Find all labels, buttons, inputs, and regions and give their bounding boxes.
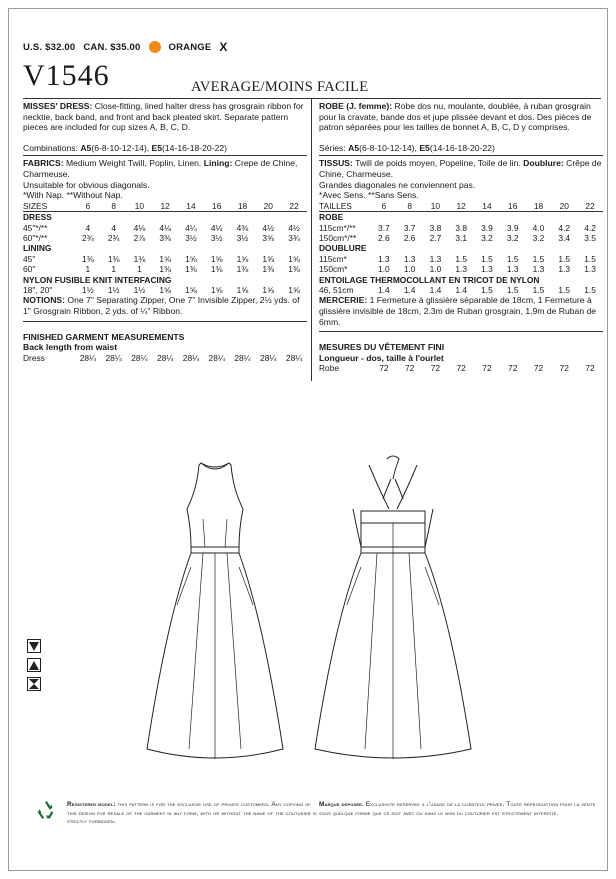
fabrics-line-fr: TISSUS: Twill de poids moyen, Popeline, Toile de lin. Doublure: Crêpe de Chine, Charmeuse. — [319, 158, 602, 179]
interfacing-yardage-row: 46, 51cm 1.4 1.4 1.4 1.4 1.5 1.5 1.5 1.5 1.5 — [319, 285, 596, 295]
finished-length-row: Dress 28¼ 28¼ 28¼ 28¼ 28¼ 28¼ 28¼ 28¼ 28¼ — [23, 352, 303, 363]
finished-measurements-title: FINISHED GARMENT MEASUREMENTS — [23, 331, 185, 342]
finished-measurements-table-fr — [319, 363, 603, 373]
triangle-down-icon — [27, 639, 41, 653]
orange-dot-icon — [149, 41, 161, 53]
recycle-icon — [35, 799, 57, 821]
notions-text: NOTIONS: One 7" Separating Zipper, One 7" Invisible Zipper, 2½ yds. of 1" Grosgrain Ribbon, 2 yds. of ¼" Ribbon. — [23, 295, 300, 316]
dress-yardage-row: 45"*/** 4 4 4⅛ 4⅛ 4¼ 4¼ 4⅜ 4½ 4½ — [23, 222, 300, 233]
french-column — [319, 101, 603, 374]
combinations-line-fr: Séries: A5(6-8-10-12-14), E5(14-16-18-20-22) — [319, 142, 495, 153]
dress-back-drawing — [315, 456, 471, 759]
notions-text-fr: MERCERIE: 1 Fermeture à glissière séparable de 18cm, 1 Fermeture à glissière invisible de 18cm, 2.3m de Ruban grosgrain, 1.9m de Ruban de 6mm. — [319, 295, 597, 327]
english-column — [23, 101, 307, 363]
nap-note: *With Nap. **Without Nap. — [23, 190, 123, 201]
dress-yardage-row: 115cm*/** 3.7 3.7 3.8 3.8 3.9 3.9 4.0 4.2 4.2 — [319, 222, 596, 233]
technical-drawings — [139, 449, 479, 809]
fabrics-line: FABRICS: Medium Weight Twill, Poplin, Linen. Lining: Crepe de Chine, Charmeuse. — [23, 158, 298, 179]
lining-yardage-row: 115cm* 1.3 1.3 1.3 1.5 1.5 1.5 1.5 1.5 1.5 — [319, 253, 596, 264]
lining-section-label: DOUBLURE — [319, 243, 367, 254]
sizes-header-row: SIZES 6 8 10 12 14 16 18 20 22 — [23, 201, 307, 212]
dress-section-label: ROBE — [319, 212, 344, 223]
finished-measurements-table — [23, 353, 307, 363]
lining-yardage-row: 60" 1 1 1 1⅜ 1⅜ 1⅜ 1⅜ 1⅜ 1⅜ — [23, 264, 300, 275]
unsuitable-note: Unsuitable for obvious diagonals. — [23, 179, 150, 190]
pattern-envelope-back — [8, 8, 608, 871]
lining-yardage-row: 150cm* 1.0 1.0 1.0 1.3 1.3 1.3 1.3 1.3 1.3 — [319, 264, 596, 275]
legal-notice-fr: Marque deposee. Exclusivite reservee a l'usage de la clientele privee. Toute reproduction pour la vente sous quelque forme que ce soit avec ou sans le nom du couturier est strictement interdite. — [319, 801, 596, 817]
dress-yardage-row: 60"*/** 2¾ 2¾ 2⅞ 3⅜ 3½ 3½ 3½ 3⅝ 3¾ — [23, 232, 300, 243]
dress-yardage-row: 150cm*/** 2.6 2.6 2.7 3.1 3.2 3.2 3.2 3.4 3.5 — [319, 232, 596, 243]
unsuitable-note-fr: Grandes diagonales ne conviennent pas. — [319, 179, 476, 190]
lining-yardage-row: 45" 1⅜ 1⅜ 1⅜ 1⅝ 1⅝ 1⅝ 1⅝ 1⅝ 1⅝ — [23, 253, 300, 264]
garment-description-fr: ROBE (J. femme): Robe dos nu, moulante, doublée, à ruban grosgrain pour la cravate, bande dos et jupe plissée devant et dos. Des pièces de patron séparées pour les tailles de bonnet A, B, C, D y comprises. — [319, 101, 592, 133]
can-price: CAN. $35.00 — [83, 41, 141, 53]
garment-description: MISSES' DRESS: Close-fitting, lined halter dress has grosgrain ribbon for necktie, back band, and front and back pleated skirt. Separate pattern pieces are included for cup sizes A, B, C, D. — [23, 101, 304, 133]
finished-measurements-title-fr: MESURES DU VÊTEMENT FINI — [319, 342, 445, 353]
color-name: ORANGE — [168, 41, 212, 53]
sizes-header-row: TAILLES 6 8 10 12 14 16 18 20 22 — [319, 201, 603, 212]
yardage-table — [23, 201, 307, 296]
price-line — [23, 39, 236, 55]
nap-note-fr: *Avec Sens. **Sans Sens. — [319, 190, 419, 201]
triangle-up-icon — [27, 658, 41, 672]
nap-symbols — [27, 639, 43, 696]
combinations-line: Combinations: A5(6-8-10-12-14), E5(14-16-18-20-22) — [23, 142, 227, 153]
interfacing-yardage-row: 18", 20" 1½ 1½ 1½ 1⅝ 1⅝ 1⅝ 1⅝ 1⅝ 1⅝ — [23, 285, 300, 295]
color-mark: X — [219, 40, 228, 54]
pattern-number: V1546 — [23, 59, 110, 92]
interfacing-section-label: ENTOILAGE THERMOCOLLANT EN TRICOT DE NYLON — [319, 274, 540, 285]
lining-section-label: LINING — [23, 243, 52, 254]
finished-length-row: Robe 72 72 72 72 72 72 72 72 72 — [319, 363, 595, 374]
dress-section-label: DRESS — [23, 212, 52, 223]
column-divider — [311, 99, 312, 381]
interfacing-section-label: NYLON FUSIBLE KNIT INTERFACING — [23, 274, 172, 285]
yardage-table-fr — [319, 201, 603, 296]
legal-notice-en: Registered model: this pattern is for the exclusive use of private customers. Any copying of this design for resale of the garment in any form, with or without the name of the couturier is strictly forbidden. — [67, 801, 317, 826]
finished-measurements-subtitle-fr: Longueur - dos, taille à l'ourlet — [319, 352, 444, 363]
dress-front-drawing — [147, 463, 283, 759]
legal-footer — [23, 799, 603, 839]
us-price: U.S. $32.00 — [23, 41, 76, 53]
difficulty-label: AVERAGE/MOINS FACILE — [191, 79, 369, 95]
hourglass-icon — [27, 677, 41, 691]
top-divider — [23, 98, 601, 99]
finished-measurements-subtitle: Back length from waist — [23, 342, 118, 353]
